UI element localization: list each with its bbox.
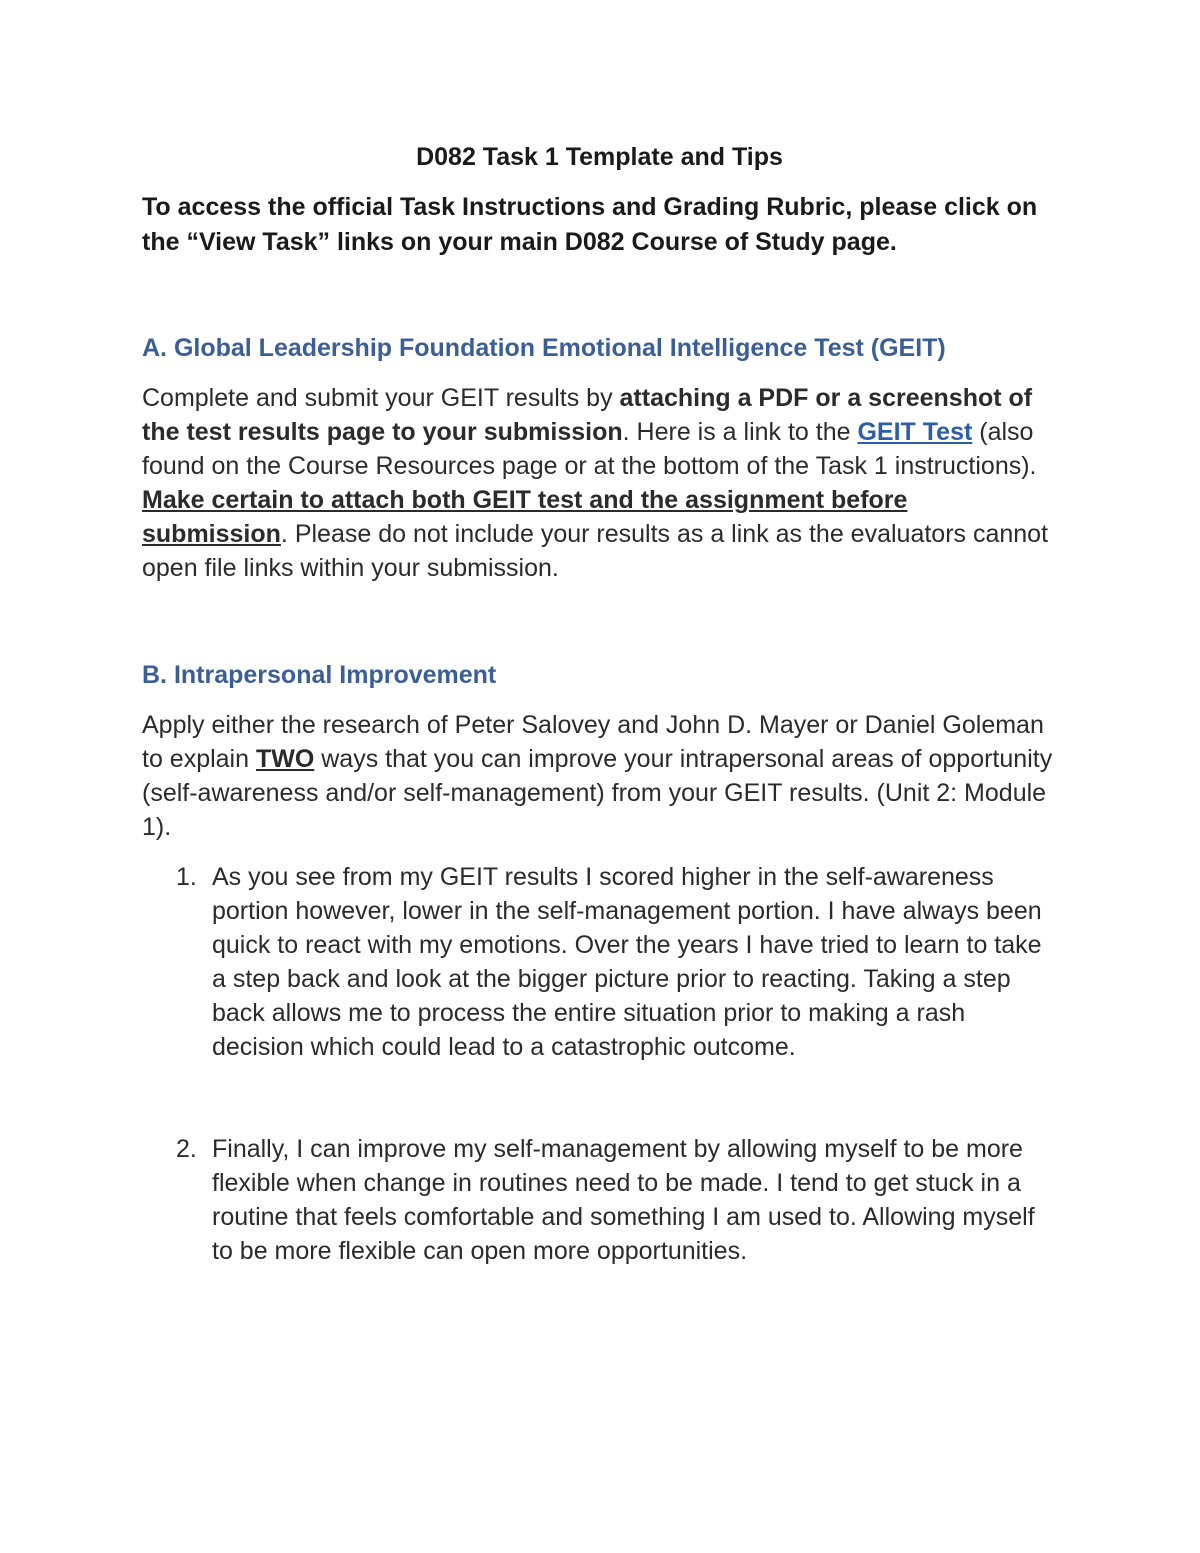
document-page	[142, 140, 1057, 1268]
list-item-text: Finally, I can improve my self-management by allowing myself to be more flexible when change in routines need to be made. I tend to get stuck in a routine that feels comfortable and something I am used to. Allowing myself to be more flexible can open more opportunities.	[212, 1135, 1035, 1265]
section-a-text-2: . Here is a link to the	[622, 418, 858, 446]
section-a-text-1: Complete and submit your GEIT results by	[142, 384, 620, 412]
section-b-text-2: ways that you can improve your intrapersonal areas of opportunity (self-awareness and/or self-management) from your GEIT results. (Unit 2: Module 1).	[142, 745, 1053, 841]
section-a-heading: A. Global Leadership Foundation Emotional Intelligence Test (GEIT)	[142, 334, 946, 362]
list-item-number: 1.	[176, 863, 197, 891]
section-b-paragraph	[142, 708, 1057, 844]
section-a-bold-instruction: attaching a PDF or a screenshot of the test results page to your submission	[142, 384, 1033, 446]
list-item-number: 2.	[176, 1135, 197, 1163]
section-a-paragraph	[142, 381, 1057, 585]
list-item-text: As you see from my GEIT results I scored higher in the self-awareness portion however, lower in the self-management portion. I have always been quick to react with my emotions. Over the years I have tried to learn to take a step back and look at the bigger picture prior to reacting. Taking a step back allows me to process the entire situation prior to making a rash decision which could lead to a catastrophic outcome.	[212, 863, 1042, 1061]
geit-test-link[interactable]: GEIT Test	[857, 418, 973, 446]
list-item	[142, 1132, 1057, 1268]
numbered-list	[142, 860, 1057, 1268]
intro-paragraph: To access the official Task Instructions and Grading Rubric, please click on the “View Task” links on your main D082 Course of Study page.	[142, 193, 1038, 256]
section-a-text-4: . Please do not include your results as a link as the evaluators cannot open file links within your submission.	[142, 520, 1049, 582]
section-a-underlined-warning: Make certain to attach both GEIT test and the assignment before submission	[142, 486, 908, 548]
section-b-emphasis-two: TWO	[255, 745, 315, 773]
section-a-text-3: (also found on the Course Resources page or at the bottom of the Task 1 instructions).	[142, 418, 1037, 480]
document-title: D082 Task 1 Template and Tips	[416, 143, 783, 171]
section-b-text-1: Apply either the research of Peter Salovey and John D. Mayer or Daniel Goleman to explain	[142, 711, 1044, 773]
list-item	[142, 860, 1057, 1064]
section-b-heading: B. Intrapersonal Improvement	[142, 661, 497, 689]
